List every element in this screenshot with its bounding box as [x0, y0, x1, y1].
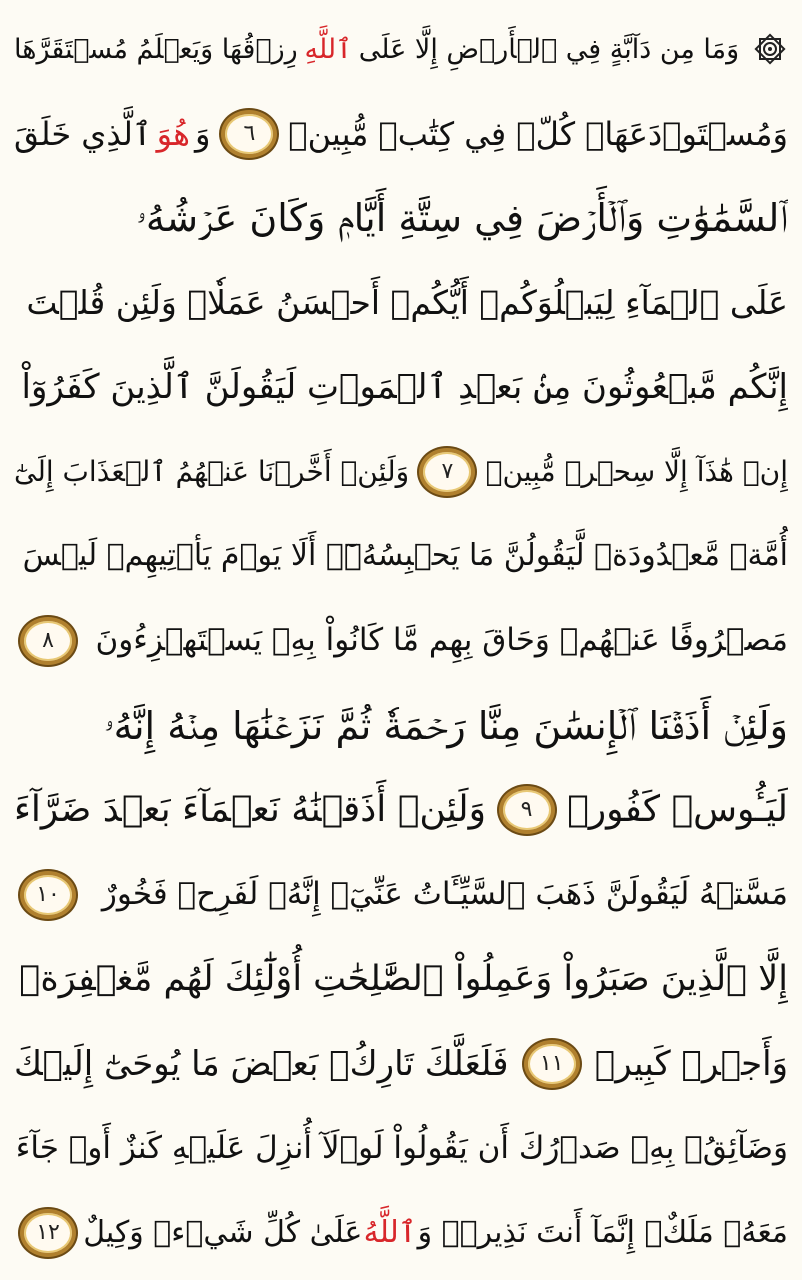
divine-name-text: هُوَ — [156, 114, 190, 153]
quran-line — [14, 1025, 788, 1103]
quran-line — [14, 264, 788, 342]
ayah-number-marker: ١٠ — [20, 871, 76, 919]
quran-line — [14, 433, 788, 511]
quran-line — [14, 856, 788, 934]
verse-text: إِنَّكُم مَّبۡعُوثُونَ مِنۢ بَعۡدِ ٱلۡمَوۡتِ لَيَقُولَنَّ ٱلَّذِينَ كَفَرُوٓاْ — [21, 367, 788, 408]
verse-text: إِلَّا ٱلَّذِينَ صَبَرُواْ وَعَمِلُواْ ٱلصَّٰلِحَٰتِ أُوْلَٰٓئِكَ لَهُم مَّغۡفِرَةٞ — [19, 958, 788, 999]
ayah-number-marker: ٦ — [221, 110, 277, 158]
quran-line — [14, 602, 788, 680]
verse-text: وَضَآئِقُۢ بِهِۦ صَدۡرُكَ أَن يَقُولُواْ لَوۡلَآ أُنزِلَ عَلَيۡهِ كَنزٌ أَوۡ جَآءَ — [15, 1129, 788, 1166]
verse-text: وَلَئِنۡ أَخَّرۡنَا عَنۡهُمُ ٱلۡعَذَابَ إِلَىٰٓ — [14, 454, 410, 488]
verse-text: مَصۡرُوفًا عَنۡهُمۡ وَحَاقَ بِهِم مَّا كَانُواْ بِهِۦ يَسۡتَهۡزِءُونَ — [95, 622, 788, 659]
ayah-number-marker: ٩ — [499, 786, 555, 834]
quran-line — [14, 1109, 788, 1187]
quran-line — [14, 179, 788, 257]
verse-text: وَأَجۡرٞ كَبِيرٞ — [594, 1043, 788, 1084]
verse-text: مَعَهُۥ مَلَكٌۚ إِنَّمَآ أَنتَ نَذِيرٞۚ وَ — [417, 1214, 788, 1250]
verse-text: إِنۡ هَٰذَآ إِلَّا سِحۡرٞ مُّبِينٞ — [485, 454, 788, 488]
quran-line — [14, 687, 788, 765]
verse-text: وَلَئِنۡ أَذَقۡنَٰهُ نَعۡمَآءَ بَعۡدَ ضَرَّآءَ — [14, 789, 486, 831]
divine-name-text: ٱللَّهُ — [363, 1214, 417, 1250]
verse-text: رِزۡقُهَا وَيَعۡلَمُ مُسۡتَقَرَّهَا — [14, 33, 298, 65]
divine-name-text: ٱللَّهِ — [304, 33, 352, 65]
quran-line — [14, 348, 788, 426]
verse-text: فَلَعَلَّكَ تَارِكُۢ بَعۡضَ مَا يُوحَىٰٓ إِلَيۡكَ — [14, 1043, 509, 1084]
ayah-number-marker: ١١ — [524, 1040, 580, 1088]
verse-text: وَمَا مِن دَآبَّةٍ فِي ٱلۡأَرۡضِ إِلَّا عَلَى — [358, 33, 740, 65]
rub-el-hizb-icon — [752, 31, 788, 67]
verse-text: وَمُسۡتَوۡدَعَهَاۚ كُلّٞ فِي كِتَٰبٖ مُّبِينٖ — [288, 114, 788, 153]
quran-line — [14, 95, 788, 173]
quran-line — [14, 940, 788, 1018]
verse-text: لَيَـُٔوسٞ كَفُورٞ — [567, 789, 788, 831]
ayah-number-marker: ٧ — [419, 448, 475, 496]
verse-text: أُمَّةٖ مَّعۡدُودَةٖ لَّيَقُولُنَّ مَا يَحۡبِسُهُۥٓۗ أَلَا يَوۡمَ يَأۡتِيهِمۡ لَيۡسَ — [22, 538, 788, 574]
quran-line — [14, 10, 788, 88]
verse-text: وَ — [194, 114, 211, 153]
ayah-number-marker: ٨ — [20, 617, 76, 665]
verse-text: وَلَئِنۡ أَذَقۡنَا ٱلۡإِنسَٰنَ مِنَّا رَحۡمَةٗ ثُمَّ نَزَعۡنَٰهَا مِنۡهُ إِنَّهُۥ — [104, 703, 788, 748]
quran-line — [14, 1194, 788, 1272]
verse-text: عَلَى ٱلۡمَآءِ لِيَبۡلُوَكُمۡ أَيُّكُمۡ أَحۡسَنُ عَمَلٗاۗ وَلَئِن قُلۡتَ — [26, 283, 788, 323]
quran-line — [14, 517, 788, 595]
verse-text: عَلَىٰ كُلِّ شَيۡءٖ وَكِيلٌ — [83, 1214, 363, 1250]
verse-text: ٱلَّذِي خَلَقَ — [14, 114, 152, 153]
verse-text: ٱلسَّمَٰوَٰتِ وَٱلۡأَرۡضَ فِي سِتَّةِ أَيَّامٖ وَكَانَ عَرۡشُهُۥ — [136, 196, 788, 241]
quran-line — [14, 771, 788, 849]
verse-text: مَسَّتۡهُ لَيَقُولَنَّ ذَهَبَ ٱلسَّيِّـَٔاتُ عَنِّيٓۚ إِنَّهُۥ لَفَرِحٞ فَخُورٌ — [101, 876, 788, 913]
ayah-number-marker: ١٢ — [20, 1209, 76, 1257]
